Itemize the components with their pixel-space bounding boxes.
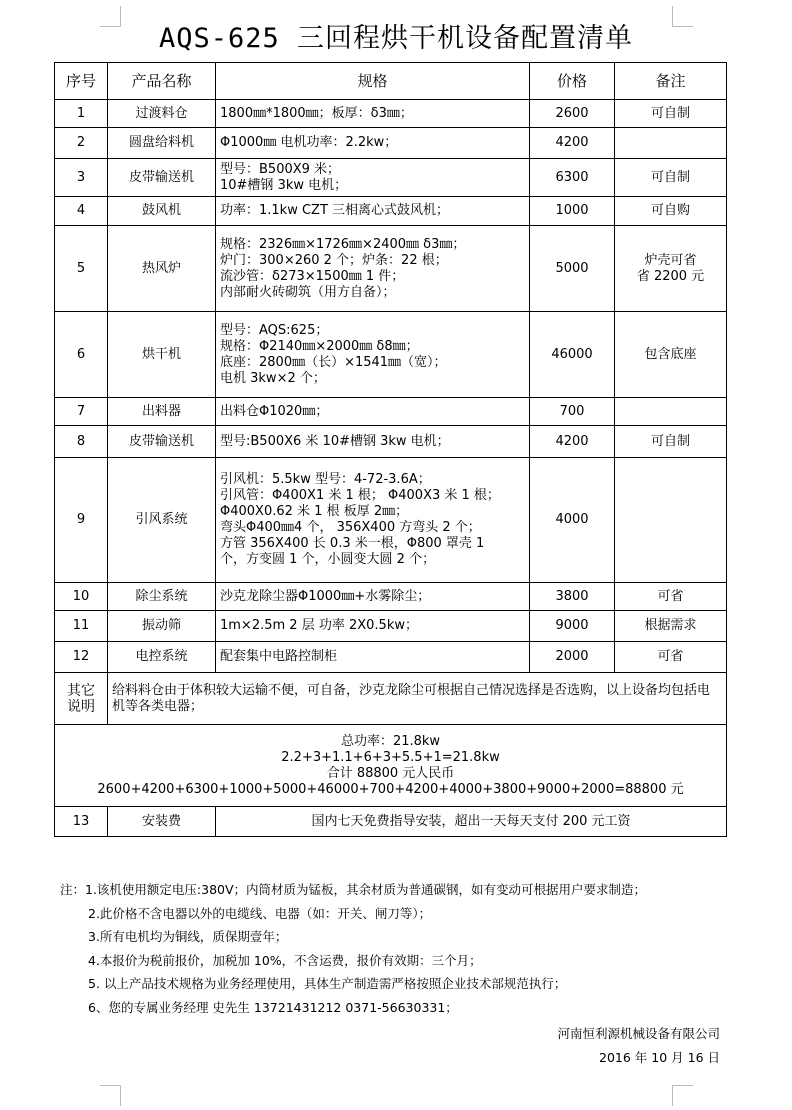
product-note: 可自制 xyxy=(615,100,727,128)
table-row xyxy=(55,642,727,673)
summary-power: 总功率：21.8kw xyxy=(340,733,441,749)
product-price: 2000 xyxy=(530,642,615,673)
spec-line: 个，方变圆 1 个，小圆变大圆 2 个； xyxy=(220,552,436,567)
product-price: 1000 xyxy=(530,197,615,226)
spec-line: 型号：B500X9 米； xyxy=(220,161,341,177)
product-note: 炉壳可省 省 2200 元 xyxy=(615,226,727,312)
header-price: 价格 xyxy=(530,63,615,100)
product-spec xyxy=(216,642,530,673)
row-number: 11 xyxy=(55,611,108,642)
product-name: 过渡料仓 xyxy=(108,100,216,128)
spec-line: 型号：AQS:625； xyxy=(220,322,329,338)
product-note: 包含底座 xyxy=(615,312,727,398)
footnote-line: 注：1.该机使用额定电压:380V；内筒材质为锰板，其余材质为普通碳钢，如有变动可根据用户要求制造； xyxy=(60,882,647,897)
table-row xyxy=(55,458,727,583)
margin-mark-bottom-right xyxy=(672,1085,693,1106)
spec-line: 1800㎜*1800㎜；板厚：δ3㎜； xyxy=(220,105,413,121)
row-number: 2 xyxy=(55,128,108,159)
company-block xyxy=(557,1022,720,1070)
spec-line: Φ1000㎜ 电机功率：2.2kw； xyxy=(220,135,398,150)
product-price: 4200 xyxy=(530,426,615,458)
other-remarks-label: 其它 说明 xyxy=(55,673,108,725)
footnotes xyxy=(60,878,646,1019)
product-spec xyxy=(216,197,530,226)
product-name: 鼓风机 xyxy=(108,197,216,226)
summary-cell xyxy=(55,725,727,807)
product-price: 4000 xyxy=(530,458,615,583)
table-row xyxy=(55,426,727,458)
table-row xyxy=(55,398,727,426)
install-row xyxy=(55,807,727,837)
product-name: 皮带输送机 xyxy=(108,426,216,458)
summary-total-calc: 2600+4200+6300+1000+5000+46000+700+4200+4000+3800+9000+2000=88800 元 xyxy=(97,781,684,797)
table-row xyxy=(55,128,727,159)
spec-line: 电机 3kw×2 个； xyxy=(220,370,326,386)
spec-line: 底座：2800㎜（长）×1541㎜（宽）； xyxy=(220,354,447,370)
row-number: 8 xyxy=(55,426,108,458)
margin-mark-bottom-left xyxy=(100,1085,121,1106)
document-title: AQS-625 三回程烘干机设备配置清单 xyxy=(158,23,634,54)
product-price: 700 xyxy=(530,398,615,426)
spec-line: 沙克龙除尘器Φ1000㎜+水雾除尘； xyxy=(220,588,431,604)
product-note: 可省 xyxy=(615,583,727,611)
table-row xyxy=(55,583,727,611)
spec-line: 弯头Φ400㎜4 个， 356X400 方弯头 2 个； xyxy=(220,520,481,535)
spec-line: 引风机：5.5kw 型号：4-72-3.6A； xyxy=(220,472,431,487)
equipment-table xyxy=(54,62,727,837)
install-text: 国内七天免费指导安装，超出一天每天支付 200 元工资 xyxy=(216,807,727,837)
product-name: 圆盘给料机 xyxy=(108,128,216,159)
product-price: 4200 xyxy=(530,128,615,159)
product-name: 出料器 xyxy=(108,398,216,426)
product-note xyxy=(615,398,727,426)
spec-line: 规格：2326㎜×1726㎜×2400㎜ δ3㎜； xyxy=(220,236,466,252)
table-header-row xyxy=(55,63,727,100)
product-spec xyxy=(216,128,530,159)
header-spec: 规格 xyxy=(216,63,530,100)
spec-line: Φ400X0.62 米 1 根 板厚 2㎜； xyxy=(220,504,409,519)
product-spec xyxy=(216,312,530,398)
product-name: 电控系统 xyxy=(108,642,216,673)
product-name: 振动筛 xyxy=(108,611,216,642)
spec-line: 内部耐火砖砌筑（用方自备）； xyxy=(220,284,396,300)
other-remarks-row xyxy=(55,673,727,725)
spec-line: 型号:B500X6 米 10#槽钢 3kw 电机； xyxy=(220,433,450,449)
install-number: 13 xyxy=(55,807,108,837)
row-number: 9 xyxy=(55,458,108,583)
product-spec xyxy=(216,611,530,642)
product-note xyxy=(615,128,727,159)
table-row xyxy=(55,100,727,128)
product-name: 皮带输送机 xyxy=(108,159,216,197)
table-row xyxy=(55,197,727,226)
product-spec xyxy=(216,458,530,583)
product-note: 可自制 xyxy=(615,159,727,197)
product-price: 6300 xyxy=(530,159,615,197)
spec-line: 炉门：300×260 2 个；炉条：22 根； xyxy=(220,252,448,268)
spec-line: 引风管：Φ400X1 米 1 根； Φ400X3 米 1 根； xyxy=(220,488,500,503)
footnote-line: 5. 以上产品技术规格为业务经理使用，具体生产制造需严格按照企业技术部规范执行； xyxy=(88,976,567,991)
product-note: 可省 xyxy=(615,642,727,673)
product-note: 根据需求 xyxy=(615,611,727,642)
row-number: 12 xyxy=(55,642,108,673)
row-number: 7 xyxy=(55,398,108,426)
product-name: 热风炉 xyxy=(108,226,216,312)
product-spec xyxy=(216,226,530,312)
footnote-line: 6、您的专属业务经理 史先生 13721431212 0371-56630331； xyxy=(88,999,458,1015)
row-number: 3 xyxy=(55,159,108,197)
header-no: 序号 xyxy=(55,63,108,100)
row-number: 10 xyxy=(55,583,108,611)
product-price: 9000 xyxy=(530,611,615,642)
document-date: 2016 年 10 月 16 日 xyxy=(599,1050,720,1065)
spec-line: 流沙管：δ273×1500㎜ 1 件； xyxy=(220,268,405,284)
product-spec xyxy=(216,426,530,458)
spec-line: 规格：Φ2140㎜×2000㎜ δ8㎜； xyxy=(220,338,419,354)
product-spec xyxy=(216,583,530,611)
install-name: 安装费 xyxy=(108,807,216,837)
product-name: 除尘系统 xyxy=(108,583,216,611)
table-row xyxy=(55,611,727,642)
product-note: 可自购 xyxy=(615,197,727,226)
product-price: 46000 xyxy=(530,312,615,398)
spec-line: 1m×2.5m 2 层 功率 2X0.5kw； xyxy=(220,618,418,633)
row-number: 5 xyxy=(55,226,108,312)
product-spec xyxy=(216,159,530,197)
product-note: 可自制 xyxy=(615,426,727,458)
summary-row xyxy=(55,725,727,807)
company-name: 河南恒利源机械设备有限公司 xyxy=(557,1026,720,1041)
product-note xyxy=(615,458,727,583)
product-spec xyxy=(216,100,530,128)
summary-power-calc: 2.2+3+1.1+6+3+5.5+1=21.8kw xyxy=(281,749,500,765)
footnote-line: 2.此价格不含电器以外的电缆线、电器（如：开关、闸刀等）； xyxy=(88,905,432,921)
spec-line: 方管 356X400 长 0.3 米一根，Φ800 罩壳 1 xyxy=(220,536,485,551)
product-price: 2600 xyxy=(530,100,615,128)
table-row xyxy=(55,226,727,312)
row-number: 1 xyxy=(55,100,108,128)
other-remarks-text: 给料料仓由于体积较大运输不便，可自备，沙克龙除尘可根据自己情况选择是否选购，以上设备均包括电机等各类电器； xyxy=(108,673,727,725)
row-number: 4 xyxy=(55,197,108,226)
product-price: 5000 xyxy=(530,226,615,312)
spec-line: 10#槽钢 3kw 电机； xyxy=(220,177,348,193)
spec-line: 配套集中电路控制柜 xyxy=(220,649,338,664)
product-spec xyxy=(216,398,530,426)
spec-line: 功率：1.1kw CZT 三相离心式鼓风机； xyxy=(220,203,450,218)
table-row xyxy=(55,312,727,398)
header-name: 产品名称 xyxy=(108,63,216,100)
summary-total: 合计 88800 元人民币 xyxy=(326,765,455,781)
row-number: 6 xyxy=(55,312,108,398)
footnote-line: 4.本报价为税前报价，加税加 10%，不含运费，报价有效期：三个月； xyxy=(88,952,482,968)
spec-line: 出料仓Φ1020㎜； xyxy=(220,403,329,419)
table-row xyxy=(55,159,727,197)
header-note: 备注 xyxy=(615,63,727,100)
product-name: 引风系统 xyxy=(108,458,216,583)
product-price: 3800 xyxy=(530,583,615,611)
footnote-line: 3.所有电机均为铜线，质保期壹年； xyxy=(88,929,288,944)
product-name: 烘干机 xyxy=(108,312,216,398)
